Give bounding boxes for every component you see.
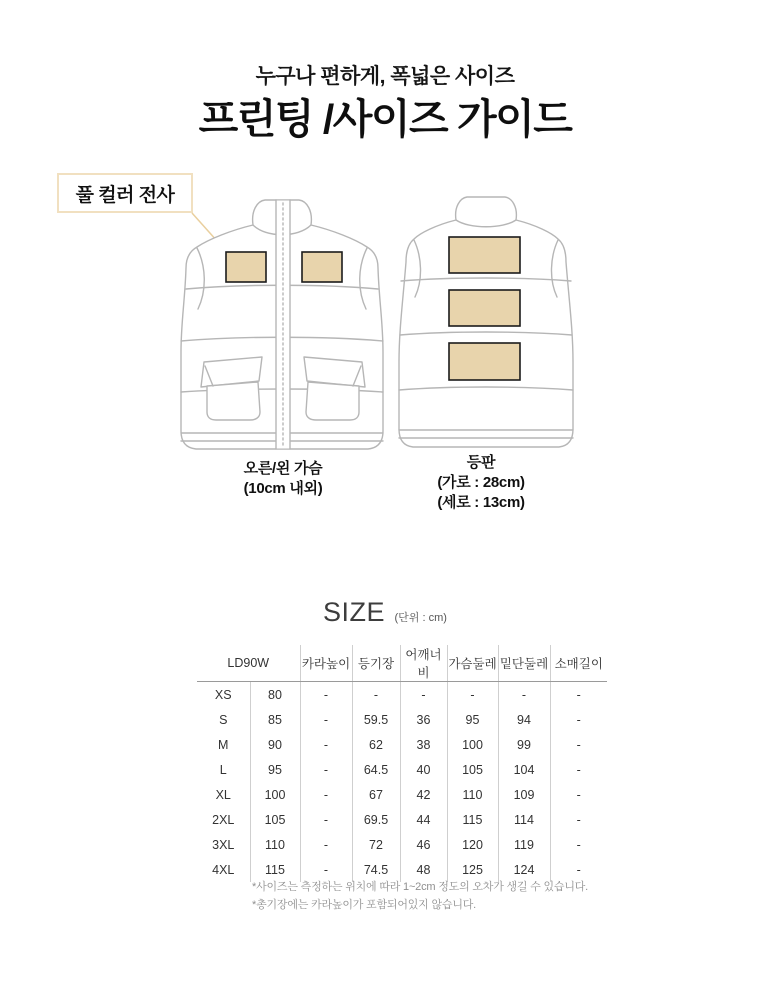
column-header-shoulder-width: 어깨너비 [400, 645, 447, 682]
measurement-cell: 46 [400, 832, 447, 857]
measurement-cell: 48 [400, 857, 447, 882]
column-header-hem: 밑단둘레 [498, 645, 550, 682]
back-middle-print-area [449, 290, 520, 326]
measurement-cell: - [300, 732, 352, 757]
measurement-cell: 114 [498, 807, 550, 832]
measurement-cell: 74.5 [352, 857, 400, 882]
size-label-cell: 2XL [212, 812, 235, 827]
table-row [197, 807, 607, 832]
measurement-cell: 120 [447, 832, 498, 857]
size-label-cell: 4XL [212, 862, 235, 877]
measurement-cell: - [498, 682, 550, 708]
front-print-caption [203, 459, 363, 499]
measurement-cell: - [300, 707, 352, 732]
measurement-cell: - [300, 807, 352, 832]
measurement-cell: 100 [250, 782, 300, 807]
measurement-cell: 125 [447, 857, 498, 882]
header-row [197, 645, 607, 682]
column-header-collar-height: 카라높이 [300, 645, 352, 682]
measurement-cell: 64.5 [352, 757, 400, 782]
measurement-cell: 115 [447, 807, 498, 832]
size-section-heading [0, 597, 770, 628]
table-row [197, 682, 607, 708]
measurement-cell: - [300, 757, 352, 782]
back-caption-line1: 등판 [466, 454, 496, 471]
size-table [197, 645, 607, 882]
back-bottom-print-area [449, 343, 520, 380]
size-label-cell: XS [214, 687, 232, 702]
measurement-cell: 105 [447, 757, 498, 782]
back-caption-line3: (세로 : 13cm) [437, 494, 525, 511]
measurement-cell: 36 [400, 707, 447, 732]
measurement-cell: 100 [447, 732, 498, 757]
measurement-cell: - [300, 832, 352, 857]
table-row [197, 832, 607, 857]
front-right-chest-print-area [302, 252, 342, 282]
measurement-cell: 72 [352, 832, 400, 857]
column-header-chest: 가슴둘레 [447, 645, 498, 682]
measurement-cell: 85 [250, 707, 300, 732]
measurement-cell: - [300, 682, 352, 708]
table-row [197, 782, 607, 807]
measurement-cell: - [300, 857, 352, 882]
measurement-cell: 40 [400, 757, 447, 782]
measurement-cell: 95 [250, 757, 300, 782]
model-name-header: LD90W [197, 645, 300, 682]
callout-label: 풀 컬러 전사 [75, 184, 175, 206]
size-note-2: *총기장에는 카라높이가 포함되어있지 않습니다. [252, 899, 477, 911]
column-header-back-length: 등기장 [352, 645, 400, 682]
measurement-cell: 115 [250, 857, 300, 882]
column-header-sleeve-length: 소매길이 [550, 645, 607, 682]
measurement-cell: 69.5 [352, 807, 400, 832]
front-caption-line2: (10cm 내외) [243, 480, 323, 497]
measurement-cell: 124 [498, 857, 550, 882]
measurement-cell: 109 [498, 782, 550, 807]
size-table-header [197, 645, 607, 682]
measurement-cell: 42 [400, 782, 447, 807]
size-label-cell: S [219, 712, 228, 727]
measurement-cell: - [550, 857, 607, 882]
front-caption-line1: 오른/왼 가슴 [243, 460, 323, 477]
measurement-cell: - [550, 832, 607, 857]
measurement-cell: - [352, 682, 400, 708]
table-row [197, 757, 607, 782]
measurement-cell: 104 [498, 757, 550, 782]
measurement-cell: - [300, 782, 352, 807]
measurement-cell: 80 [250, 682, 300, 708]
measurement-cell: 38 [400, 732, 447, 757]
size-label-cell: 3XL [212, 837, 235, 852]
measurement-cell: - [400, 682, 447, 708]
measurement-cell: - [550, 682, 607, 708]
size-label-cell: L [219, 762, 227, 777]
measurement-cell: 59.5 [352, 707, 400, 732]
measurement-cell: - [550, 732, 607, 757]
measurement-cell: 94 [498, 707, 550, 732]
page-subtitle: 누구나 편하게, 폭넓은 사이즈 [255, 65, 515, 88]
back-print-caption [401, 453, 561, 513]
table-row [197, 707, 607, 732]
measurement-cell: 110 [447, 782, 498, 807]
size-notes [252, 878, 588, 914]
measurement-cell: 44 [400, 807, 447, 832]
measurement-cell: - [550, 782, 607, 807]
table-row [197, 732, 607, 757]
measurement-cell: 105 [250, 807, 300, 832]
measurement-cell: 95 [447, 707, 498, 732]
back-caption-line2: (가로 : 28cm) [437, 474, 525, 491]
measurement-cell: - [550, 757, 607, 782]
size-heading-text: SIZE [323, 597, 386, 627]
size-unit-text: (단위 : cm) [394, 612, 447, 624]
size-table-container [197, 645, 607, 882]
back-top-print-area [449, 237, 520, 273]
measurement-cell: - [447, 682, 498, 708]
measurement-cell: 99 [498, 732, 550, 757]
measurement-cell: 110 [250, 832, 300, 857]
size-note-1: *사이즈는 측정하는 위치에 따라 1~2cm 정도의 오차가 생길 수 있습니다. [252, 881, 589, 893]
measurement-cell: - [550, 807, 607, 832]
measurement-cell: 62 [352, 732, 400, 757]
page-title: 프린팅 /사이즈 가이드 [198, 96, 572, 142]
measurement-cell: 67 [352, 782, 400, 807]
measurement-cell: 119 [498, 832, 550, 857]
front-left-chest-print-area [226, 252, 266, 282]
size-label-cell: XL [215, 787, 231, 802]
vest-front-drawing [181, 200, 383, 449]
vest-illustration [0, 0, 770, 470]
size-label-cell: M [218, 737, 229, 752]
measurement-cell: - [550, 707, 607, 732]
size-table-body [197, 682, 607, 883]
measurement-cell: 90 [250, 732, 300, 757]
